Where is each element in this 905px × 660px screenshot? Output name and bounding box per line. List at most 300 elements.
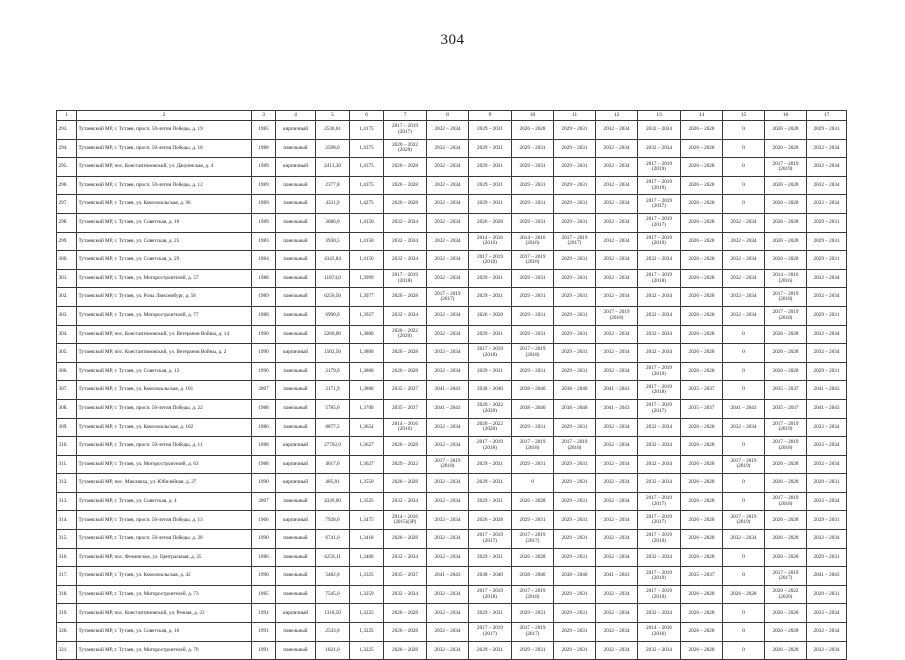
table-cell: 2017 – 2019 (2017) xyxy=(427,288,469,307)
table-cell: панельный xyxy=(276,362,316,381)
address-cell: Тутаевский МР, г. Тутаев, ул. Советская, д. 12 xyxy=(77,362,252,381)
table-cell: 6250,50 xyxy=(316,288,350,307)
row-number: 316. xyxy=(57,548,77,567)
table-cell: 2017 – 2019 (2018) xyxy=(638,269,681,288)
table-cell: 2026 – 2028 xyxy=(765,344,807,363)
table-cell: 2032 – 2034 xyxy=(596,139,638,158)
table-cell: 2017 – 2019 (2019) xyxy=(638,176,681,195)
table-cell: 2029 – 2031 xyxy=(554,325,596,344)
address-cell: Тутаевский МР, пос. Микляиха, ул. Юбилейная, д. 27 xyxy=(77,474,252,493)
table-cell: 4326,00 xyxy=(316,492,350,511)
table-cell: 2029 – 2031 xyxy=(512,455,554,474)
table-cell: 2017 – 2019 (2018) xyxy=(512,344,554,363)
table-cell: 8877,5 xyxy=(316,418,350,437)
table-cell: 2038 – 2040 xyxy=(554,381,596,400)
table-cell: 1,3800 xyxy=(350,381,384,400)
table-cell: 2029 – 2031 xyxy=(554,251,596,270)
table-row xyxy=(57,306,847,325)
table-cell: 2026 – 2028 xyxy=(681,585,723,604)
table-row xyxy=(57,213,847,232)
table-cell: 2032 – 2034 xyxy=(596,604,638,623)
table-cell: 2026 – 2028 xyxy=(765,139,807,158)
row-number: 312. xyxy=(57,474,77,493)
table-cell: 2026 – 2028 xyxy=(384,530,427,549)
table-cell: 2032 – 2034 xyxy=(723,232,765,251)
table-cell: 2032 – 2034 xyxy=(596,195,638,214)
table-cell: 1318,50 xyxy=(316,604,350,623)
table-cell: 1984 xyxy=(252,251,276,270)
table-cell: кирпичный xyxy=(276,158,316,177)
column-header: 9 xyxy=(469,111,512,121)
table-cell: 1,4150 xyxy=(350,251,384,270)
table-cell: 2017 – 2019 (2017) xyxy=(765,567,807,586)
address-cell: Тутаевский МР, г. Тутаев, просп. 50-летия Победы, д. 22 xyxy=(77,399,252,418)
table-cell: 2026 – 2028 xyxy=(765,604,807,623)
table-cell: панельный xyxy=(276,567,316,586)
table-cell: 2017 – 2019 (2018) xyxy=(638,381,681,400)
table-cell: 2014 – 2016 (2016) xyxy=(638,623,681,642)
table-cell: 1966 xyxy=(252,511,276,530)
table-cell: 2032 – 2034 xyxy=(596,288,638,307)
table-cell: 2026 – 2028 xyxy=(681,251,723,270)
table-cell: 2029 – 2031 xyxy=(807,306,847,325)
address-cell: Тутаевский МР, г. Тутаев, ул. Розы Люксембург, д. 58 xyxy=(77,288,252,307)
table-cell: 2029 – 2031 xyxy=(512,604,554,623)
table-cell: 2029 – 2031 xyxy=(807,213,847,232)
table-cell: 2536,61 xyxy=(316,121,350,140)
table-cell: 2032 – 2034 xyxy=(427,623,469,642)
table-cell: кирпичный xyxy=(276,474,316,493)
table-cell: 2029 – 2031 xyxy=(469,139,512,158)
table-cell: 2017 – 2019 (2017) xyxy=(469,530,512,549)
table-cell: 2413,30 xyxy=(316,158,350,177)
table-cell: 2032 – 2034 xyxy=(384,548,427,567)
table-cell: 1990 xyxy=(252,344,276,363)
table-cell: 2017 – 2019 (2017) xyxy=(512,530,554,549)
table-cell: 2017 – 2019 (2019) xyxy=(723,511,765,530)
table-cell: панельный xyxy=(276,195,316,214)
table-cell: 2014 – 2016 (2016) xyxy=(469,232,512,251)
table-cell: 1,3627 xyxy=(350,437,384,456)
table-cell: 2026 – 2028 xyxy=(681,530,723,549)
table-cell: 2029 – 2031 xyxy=(512,641,554,660)
address-cell: Тутаевский МР, г. Тутаев, ул. Советская, д. 10 xyxy=(77,213,252,232)
table-cell: 2032 – 2034 xyxy=(723,213,765,232)
table-cell: 2026 – 2028 xyxy=(765,474,807,493)
table-cell: 2035 – 2037 xyxy=(681,399,723,418)
table-cell: 2032 – 2034 xyxy=(638,121,681,140)
table-cell: 2029 – 2031 xyxy=(469,474,512,493)
column-header: 11 xyxy=(554,111,596,121)
table-cell: 0 xyxy=(723,492,765,511)
row-number: 301. xyxy=(57,269,77,288)
table-cell: 1988 xyxy=(252,306,276,325)
column-header: 12 xyxy=(596,111,638,121)
table-cell: панельный xyxy=(276,548,316,567)
table-cell: 1990 xyxy=(252,362,276,381)
table-cell: 2041 – 2043 xyxy=(807,399,847,418)
table-cell: 2032 – 2034 xyxy=(807,437,847,456)
address-cell: Тутаевский МР, пос. Константиновский, ул. Дачумнская, д. 4 xyxy=(77,158,252,177)
table-cell: 2038 – 2040 xyxy=(512,381,554,400)
table-cell: 2026 – 2028 xyxy=(384,474,427,493)
table-cell: 2032 – 2034 xyxy=(723,306,765,325)
table-cell: 1986 xyxy=(252,548,276,567)
table-cell: 1,4275 xyxy=(350,195,384,214)
table-cell: 1991 xyxy=(252,623,276,642)
table-row xyxy=(57,251,847,270)
table-cell: 6741,0 xyxy=(316,530,350,549)
table-cell: кирпичный xyxy=(276,511,316,530)
table-cell: 2029 – 2031 xyxy=(512,176,554,195)
table-cell: 2026 – 2028 xyxy=(384,195,427,214)
table-cell: 2032 – 2034 xyxy=(596,269,638,288)
table-cell: панельный xyxy=(276,139,316,158)
table-cell: 1,3225 xyxy=(350,623,384,642)
table-cell: 2032 – 2034 xyxy=(807,530,847,549)
table-cell: 1,3475 xyxy=(350,511,384,530)
table-cell: 2029 – 2031 xyxy=(554,455,596,474)
table-cell: 2032 – 2034 xyxy=(807,269,847,288)
table-row xyxy=(57,567,847,586)
address-cell: Тутаевский МР, г. Тутаев, ул. Советская, д. 16 xyxy=(77,623,252,642)
table-cell: 2029 – 2031 xyxy=(554,548,596,567)
table-cell: 2032 – 2034 xyxy=(427,195,469,214)
table-cell: 2026 – 2028 xyxy=(384,176,427,195)
table-cell: 2032 – 2034 xyxy=(596,232,638,251)
row-number: 318. xyxy=(57,585,77,604)
table-cell: 1,4375 xyxy=(350,176,384,195)
table-cell: 2032 – 2034 xyxy=(427,362,469,381)
table-cell: 2032 – 2034 xyxy=(723,269,765,288)
address-cell: Тутаевский МР, г. Тутаев, ул. Советская, д. 4 xyxy=(77,492,252,511)
table-cell: 2179,0 xyxy=(316,362,350,381)
table-cell: 1,3654 xyxy=(350,418,384,437)
table-cell: 2032 – 2034 xyxy=(596,176,638,195)
column-header: 3 xyxy=(252,111,276,121)
table-cell: 2032 – 2034 xyxy=(427,232,469,251)
table-cell: 2029 – 2031 xyxy=(554,530,596,549)
table-cell: панельный xyxy=(276,251,316,270)
table-cell: 27702,0 xyxy=(316,437,350,456)
table-cell: 2032 – 2034 xyxy=(427,492,469,511)
table-cell: 1,3550 xyxy=(350,474,384,493)
row-number: 321. xyxy=(57,641,77,660)
table-cell: 2026 – 2028 xyxy=(384,288,427,307)
table-cell: 2026 – 2028 xyxy=(681,213,723,232)
table-cell: 2029 – 2031 xyxy=(512,325,554,344)
table-cell: 1990 xyxy=(252,325,276,344)
table-cell: 3930,5 xyxy=(316,232,350,251)
table-cell: 2026 – 2028 xyxy=(512,121,554,140)
table-cell: панельный xyxy=(276,269,316,288)
table-cell: 2017 – 2019 (2018) xyxy=(765,288,807,307)
table-cell: 2029 – 2031 xyxy=(554,511,596,530)
table-cell: 2032 – 2034 xyxy=(596,362,638,381)
table-cell: 2017 – 2019 (2017) xyxy=(469,623,512,642)
table-cell: 2032 – 2034 xyxy=(723,530,765,549)
table-cell: 2020 – 2022 (2020) xyxy=(469,399,512,418)
table-row xyxy=(57,623,847,642)
table-cell: 2026 – 2028 xyxy=(512,492,554,511)
address-cell: Тутаевский МР, г. Тутаев, просп. 50-летия Победы, д. 18 xyxy=(77,139,252,158)
table-cell: 2032 – 2034 xyxy=(384,585,427,604)
page-number: 304 xyxy=(440,32,465,48)
table-row xyxy=(57,362,847,381)
housing-table xyxy=(56,110,847,660)
table-cell: 2029 – 2031 xyxy=(512,269,554,288)
table-cell: 2029 – 2031 xyxy=(469,548,512,567)
table-cell: 2032 – 2034 xyxy=(638,455,681,474)
table-cell: 0 xyxy=(723,381,765,400)
table-cell: 2029 – 2031 xyxy=(512,213,554,232)
table-cell: 2029 – 2031 xyxy=(469,121,512,140)
table-cell: 2014 – 2016 (2016) xyxy=(512,232,554,251)
table-cell: 2026 – 2028 xyxy=(512,548,554,567)
table-cell: 2032 – 2034 xyxy=(427,585,469,604)
table-cell: 1821,0 xyxy=(316,641,350,660)
table-cell: 2029 – 2031 xyxy=(554,306,596,325)
row-number: 319. xyxy=(57,604,77,623)
table-cell: 2026 – 2028 xyxy=(681,623,723,642)
table-row xyxy=(57,604,847,623)
table-cell: 2029 – 2031 xyxy=(554,362,596,381)
table-cell: 2029 – 2031 xyxy=(469,325,512,344)
table-cell: 2032 – 2034 xyxy=(807,455,847,474)
table-cell: 0 xyxy=(723,604,765,623)
table-row xyxy=(57,585,847,604)
table-cell: 2032 – 2034 xyxy=(807,623,847,642)
column-header: 8 xyxy=(427,111,469,121)
table-cell: 0 xyxy=(723,641,765,660)
table-cell: 2029 – 2031 xyxy=(807,548,847,567)
table-cell: 2032 – 2034 xyxy=(427,437,469,456)
table-cell: 2032 – 2034 xyxy=(596,623,638,642)
table-cell: 2032 – 2034 xyxy=(427,269,469,288)
table-cell: 2007 xyxy=(252,381,276,400)
table-cell: 2032 – 2034 xyxy=(638,474,681,493)
table-cell: 1988 xyxy=(252,139,276,158)
table-cell: 2026 – 2028 xyxy=(681,158,723,177)
address-cell: Тутаевский МР, г. Тутаев, ул. Моторостроителей, д. 77 xyxy=(77,306,252,325)
table-cell: 2032 – 2034 xyxy=(638,306,681,325)
table-cell: 2032 – 2034 xyxy=(723,288,765,307)
table-cell: 1,3927 xyxy=(350,306,384,325)
table-cell: 2041 – 2043 xyxy=(596,381,638,400)
table-cell: 2017 – 2019 (2018) xyxy=(427,455,469,474)
table-cell: 2017 – 2019 (2017) xyxy=(638,213,681,232)
table-cell: 2020 – 2022 (2020) xyxy=(469,418,512,437)
table-cell: 1502,50 xyxy=(316,344,350,363)
table-cell: 2032 – 2034 xyxy=(807,325,847,344)
table-row xyxy=(57,418,847,437)
table-cell: 2032 – 2034 xyxy=(638,418,681,437)
table-cell: 2029 – 2031 xyxy=(807,585,847,604)
row-number: 314. xyxy=(57,511,77,530)
table-cell: 2171,9 xyxy=(316,381,350,400)
table-cell: 2041 – 2043 xyxy=(596,399,638,418)
table-row xyxy=(57,232,847,251)
address-cell: Тутаевский МР, г. Тутаев, просп. 50-летия Победы, д. 13 xyxy=(77,511,252,530)
table-cell: 2029 – 2031 xyxy=(554,269,596,288)
table-cell: 2029 – 2031 xyxy=(554,492,596,511)
table-cell: 2041 – 2043 xyxy=(596,567,638,586)
table-cell: 2029 – 2031 xyxy=(554,474,596,493)
table-cell: 2026 – 2028 xyxy=(765,195,807,214)
table-cell: 2029 – 2031 xyxy=(469,641,512,660)
table-cell: 2017 – 2019 (2018) xyxy=(765,437,807,456)
table-cell: 2020 – 2022 (2020) xyxy=(384,139,427,158)
table-cell: 1,3225 xyxy=(350,604,384,623)
table-cell: 2014 – 2016 (2015)(ЗР) xyxy=(384,511,427,530)
row-number: 293. xyxy=(57,121,77,140)
table-cell: 1,3800 xyxy=(350,344,384,363)
table-cell: 1988 xyxy=(252,437,276,456)
table-cell: 2026 – 2028 xyxy=(765,530,807,549)
table-cell: 2032 – 2034 xyxy=(427,158,469,177)
table-cell: 2017 – 2019 (2019) xyxy=(638,530,681,549)
table-cell: 2017 – 2019 (2018) xyxy=(469,437,512,456)
table-cell: 2032 – 2034 xyxy=(427,474,469,493)
table-cell: 2026 – 2028 xyxy=(681,176,723,195)
table-cell: 5785,0 xyxy=(316,399,350,418)
table-cell: панельный xyxy=(276,399,316,418)
table-cell: 2026 – 2028 xyxy=(681,325,723,344)
table-row xyxy=(57,269,847,288)
table-cell: 1,3325 xyxy=(350,567,384,586)
table-cell: 2029 – 2031 xyxy=(512,362,554,381)
column-header: 7 xyxy=(384,111,427,121)
table-cell: 2029 – 2031 xyxy=(554,139,596,158)
table-cell: 2035 – 2037 xyxy=(765,399,807,418)
table-cell: 1989 xyxy=(252,158,276,177)
table-cell: 1990 xyxy=(252,474,276,493)
table-cell: 2032 – 2034 xyxy=(427,548,469,567)
table-cell: 2029 – 2031 xyxy=(554,176,596,195)
table-cell: 2026 – 2028 xyxy=(469,511,512,530)
table-cell: 0 xyxy=(723,474,765,493)
row-number: 299. xyxy=(57,232,77,251)
table-cell: 2029 – 2031 xyxy=(807,251,847,270)
table-cell: 2017 – 2019 (2019) xyxy=(469,251,512,270)
table-cell: 2026 – 2028 xyxy=(681,139,723,158)
address-cell: Тутаевский МР, г. Тутаев, просп. 50-летия Победы, д. 28 xyxy=(77,530,252,549)
table-cell: 2026 – 2028 xyxy=(681,492,723,511)
address-cell: Тутаевский МР, г. Тутаев, ул. Комсомольская, д. 42 xyxy=(77,567,252,586)
table-row xyxy=(57,139,847,158)
table-cell: 2017 – 2019 (2018) xyxy=(554,437,596,456)
table-cell: 2029 – 2031 xyxy=(554,641,596,660)
address-cell: Тутаевский МР, пос. Константиновский, ул. Ветеранов Войны, д. 14 xyxy=(77,325,252,344)
table-cell: панельный xyxy=(276,623,316,642)
table-cell: 2029 – 2031 xyxy=(554,288,596,307)
address-cell: Тутаевский МР, г. Тутаев, просп. 50-летия Победы, д. 11 xyxy=(77,437,252,456)
address-cell: Тутаевский МР, пос. Фоминское, ул. Центральная, д. 35 xyxy=(77,548,252,567)
table-cell: 2029 – 2031 xyxy=(469,604,512,623)
table-cell: кирпичный xyxy=(276,604,316,623)
table-cell: 2026 – 2028 xyxy=(681,511,723,530)
table-cell: 2017 – 2019 (2018) xyxy=(765,306,807,325)
row-number: 302. xyxy=(57,288,77,307)
row-number: 297. xyxy=(57,195,77,214)
address-cell: Тутаевский МР, г. Тутаев, ул. Советская, д. 29 xyxy=(77,251,252,270)
row-number: 304. xyxy=(57,325,77,344)
table-cell: 2017 – 2019 (2018) xyxy=(469,344,512,363)
table-cell: 1,3800 xyxy=(350,362,384,381)
table-cell: 1991 xyxy=(252,641,276,660)
table-cell: 2029 – 2031 xyxy=(554,418,596,437)
table-cell: 2026 – 2028 xyxy=(681,288,723,307)
table-cell: 2032 – 2034 xyxy=(596,641,638,660)
table-cell: 0 xyxy=(723,567,765,586)
table-cell: 4343,84 xyxy=(316,251,350,270)
table-cell: 2017 – 2019 (2019) xyxy=(638,567,681,586)
row-number: 308. xyxy=(57,399,77,418)
table-cell: 2032 – 2034 xyxy=(427,325,469,344)
table-cell: 1983 xyxy=(252,232,276,251)
table-cell: 2017 – 2019 (2017) xyxy=(638,195,681,214)
table-cell: кирпичный xyxy=(276,455,316,474)
table-cell: 2029 – 2022 xyxy=(384,455,427,474)
table-cell: 2029 – 2031 xyxy=(469,455,512,474)
table-cell: панельный xyxy=(276,381,316,400)
column-header: 10 xyxy=(512,111,554,121)
table-cell: 2038 – 2040 xyxy=(512,399,554,418)
table-cell: 2017 – 2019 (2018) xyxy=(512,437,554,456)
table-cell: 2032 – 2034 xyxy=(596,437,638,456)
table-cell: 0 xyxy=(512,474,554,493)
row-number: 294. xyxy=(57,139,77,158)
table-cell: 1,3225 xyxy=(350,641,384,660)
table-row xyxy=(57,325,847,344)
table-cell: 2026 – 2028 xyxy=(765,176,807,195)
table-cell: 1,3525 xyxy=(350,492,384,511)
table-cell: 2029 – 2031 xyxy=(469,269,512,288)
table-cell: 0 xyxy=(723,158,765,177)
table-cell: 2026 – 2028 xyxy=(681,437,723,456)
table-cell: 2032 – 2034 xyxy=(427,306,469,325)
table-cell: 2029 – 2031 xyxy=(554,121,596,140)
table-cell: 2026 – 2028 xyxy=(681,121,723,140)
table-cell: 2032 – 2034 xyxy=(807,641,847,660)
table-cell: 0 xyxy=(723,548,765,567)
table-cell: 2032 – 2034 xyxy=(596,511,638,530)
table-cell: 2029 – 2031 xyxy=(554,623,596,642)
table-cell: 2017 – 2019 (2017) xyxy=(384,121,427,140)
table-row xyxy=(57,195,847,214)
table-cell: панельный xyxy=(276,213,316,232)
table-cell: 2026 – 2028 xyxy=(765,251,807,270)
table-cell: 2026 – 2028 xyxy=(765,213,807,232)
table-cell: панельный xyxy=(276,288,316,307)
table-cell: 2017 – 2019 (2017) xyxy=(638,511,681,530)
table-cell: 2020 – 2022 (2020) xyxy=(765,585,807,604)
table-cell: 6990,0 xyxy=(316,306,350,325)
table-cell: 2032 – 2034 xyxy=(596,585,638,604)
table-cell: 2026 – 2028 xyxy=(384,623,427,642)
table-cell: 2026 – 2028 xyxy=(681,269,723,288)
table-cell: кирпичный xyxy=(276,344,316,363)
table-cell: панельный xyxy=(276,492,316,511)
table-cell: панельный xyxy=(276,176,316,195)
table-cell: 2032 – 2034 xyxy=(427,344,469,363)
row-number: 307. xyxy=(57,381,77,400)
table-cell: панельный xyxy=(276,325,316,344)
table-cell: 2017 – 2019 (2018) xyxy=(765,492,807,511)
table-cell: 2029 – 2031 xyxy=(554,213,596,232)
table-cell: 2260,00 xyxy=(316,325,350,344)
table-cell: 2032 – 2034 xyxy=(638,344,681,363)
